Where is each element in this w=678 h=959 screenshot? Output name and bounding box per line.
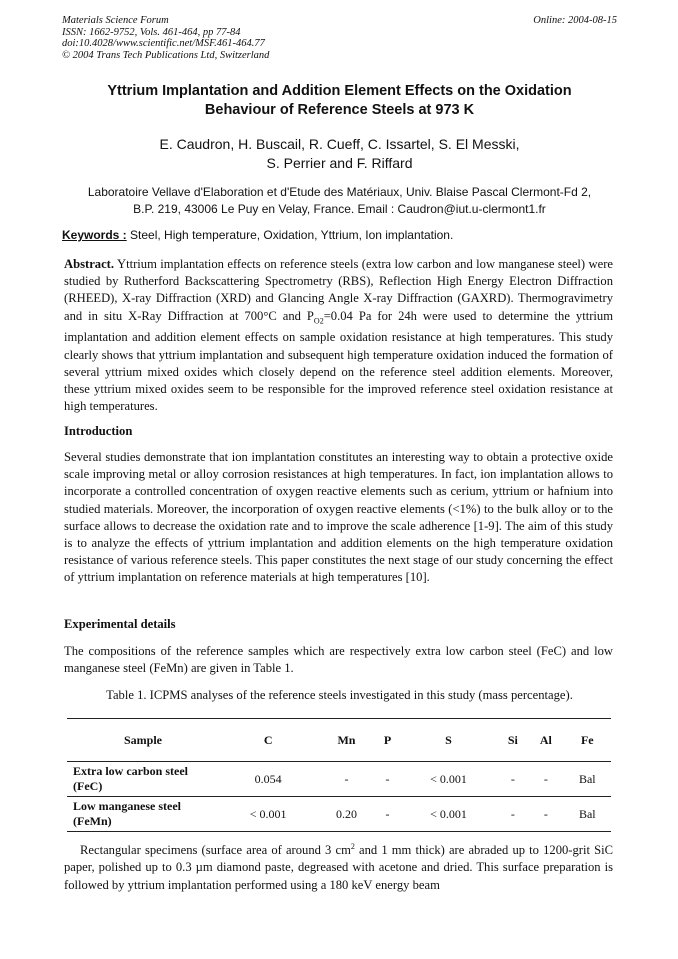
col-header-sample: Sample <box>123 732 162 747</box>
issn-line: ISSN: 1662-9752, Vols. 461-464, pp 77-84 <box>62 26 241 38</box>
specimen-superscript: 2 <box>350 842 355 851</box>
specimen-text-b: and 1 mm thick) are abraded up to 1200-grit SiC paper, polished up to 0.3 µm diamond paste, degreased with acetone and dried. This surface preparation is followed by yttrium implantation performed using a 180 keV energy beam <box>64 843 614 892</box>
abstract-text-a: Yttrium implantation effects on reference steels (extra low carbon and low manganese steel) were studied by Rutherford Backscattering Spectrometry (RBS), Reflection High Energy Electron Diffraction (RHEED), X-ray Diffraction (XRD) and Glancing Angle X-ray Diffraction (GAXRD). Thermogravimetry and in situ X-Ray Diffraction at 700°C and P <box>64 257 613 323</box>
col-header-p: P <box>383 732 392 747</box>
col-header-al: Al <box>539 732 552 747</box>
keywords <box>62 228 617 242</box>
journal-name: Materials Science Forum <box>62 15 169 26</box>
col-header-fe: Fe <box>580 732 594 747</box>
title-line: Behaviour of Reference Steels at 973 K <box>204 102 475 118</box>
cell-s: < 0.001 <box>430 806 467 821</box>
composition-table <box>67 718 611 832</box>
cell-sample: Extra low carbon steel (FeC) <box>73 764 188 793</box>
cell-sample: Low manganese steel (FeMn) <box>73 799 181 828</box>
title-line: Yttrium Implantation and Addition Element Effects on the Oxidation <box>107 83 572 99</box>
cell-p: - <box>385 771 390 786</box>
cell-al: - <box>543 771 548 786</box>
abstract-subscript: O2 <box>313 316 324 326</box>
authors-line: S. Perrier and F. Riffard <box>266 155 413 171</box>
authors <box>62 135 617 173</box>
introduction-heading: Introduction <box>64 424 133 438</box>
abstract <box>64 256 613 415</box>
journal-header <box>62 15 617 61</box>
cell-si: - <box>510 806 515 821</box>
specimen-text <box>64 838 613 894</box>
experimental-text: The compositions of the reference samples which are respectively extra low carbon steel (FeC) and low manganese steel (FeMn) are given in Table 1. <box>64 644 613 676</box>
cell-s: < 0.001 <box>430 771 467 786</box>
cell-al: - <box>543 806 548 821</box>
copyright-line: © 2004 Trans Tech Publications Ltd, Switzerland <box>62 49 270 61</box>
specimen-text-a: Rectangular specimens (surface area of around 3 cm <box>80 843 351 858</box>
keywords-label: Keywords : <box>62 228 127 242</box>
col-header-si: Si <box>507 732 518 747</box>
table-caption: Table 1. ICPMS analyses of the reference steels investigated in this study (mass percentage). <box>106 688 573 702</box>
cell-mn: 0.20 <box>335 806 357 821</box>
cell-mn: - <box>344 771 349 786</box>
abstract-text-b: =0.04 Pa for 24h were used to determine the yttrium implantation and addition element effects on sample oxidation resistance at high temperatures. This study clearly shows that yttrium implantation and subsequent high temperature oxidation induced the formation of several yttrium mixed oxides which closely depend on the reference steel addition elements. Moreover, these yttrium mixed oxides seem to be responsible for the improved reference steel oxidation resistance at high temperatures. <box>64 308 614 414</box>
cell-si: - <box>510 771 515 786</box>
keywords-text: Steel, High temperature, Oxidation, Yttrium, Ion implantation. <box>130 228 454 242</box>
cell-c: 0.054 <box>254 771 282 786</box>
doi-line: doi:10.4028/www.scientific.net/MSF.461-464.77 <box>62 38 265 49</box>
table-row <box>67 762 611 797</box>
paper-title <box>62 82 617 120</box>
affiliation-line: B.P. 219, 43006 Le Puy en Velay, France. Email : Caudron@iut.u-clermont1.fr <box>133 201 546 216</box>
affiliation-line: Laboratoire Vellave d'Elaboration et d'Etude des Matériaux, Univ. Blaise Pascal Clermont-Fd 2, <box>87 185 592 199</box>
cell-fe: Bal <box>578 806 596 821</box>
col-header-mn: Mn <box>337 732 356 747</box>
experimental-heading: Experimental details <box>64 617 176 631</box>
affiliation <box>62 184 617 217</box>
cell-c: < 0.001 <box>249 806 287 821</box>
introduction-text: Several studies demonstrate that ion implantation constitutes an interesting way to obtain a protective oxide scale improving metal or alloy corrosion resistances at high temperatures. In fact, ion implantation allows to incorporate a controlled concentration of oxygen reactive elements such as cerium, yttrium or hafnium into studied materials. Moreover, the incorporation of oxygen reactive elements (<1%) to the bulk alloy or to the surface allows to decrease the oxidation rate and to improve the scale adherence [1-9]. The aim of this study is to analyze the effects of yttrium implantation and addition elements on the high temperature oxidation resistance of various reference steels. This paper constitutes the next stage of our study concerning the effect of yttrium implantation on reference materials at high temperatures [10]. <box>64 450 613 585</box>
cell-p: - <box>385 806 390 821</box>
table-row <box>67 797 611 832</box>
col-header-s: S <box>445 732 452 747</box>
abstract-label: Abstract. <box>64 257 115 271</box>
col-header-c: C <box>263 732 273 747</box>
authors-line: E. Caudron, H. Buscail, R. Cueff, C. Issartel, S. El Messki, <box>159 136 520 152</box>
table-header-row <box>67 719 611 762</box>
cell-fe: Bal <box>578 771 596 786</box>
online-date: Online: 2004-08-15 <box>533 15 617 26</box>
